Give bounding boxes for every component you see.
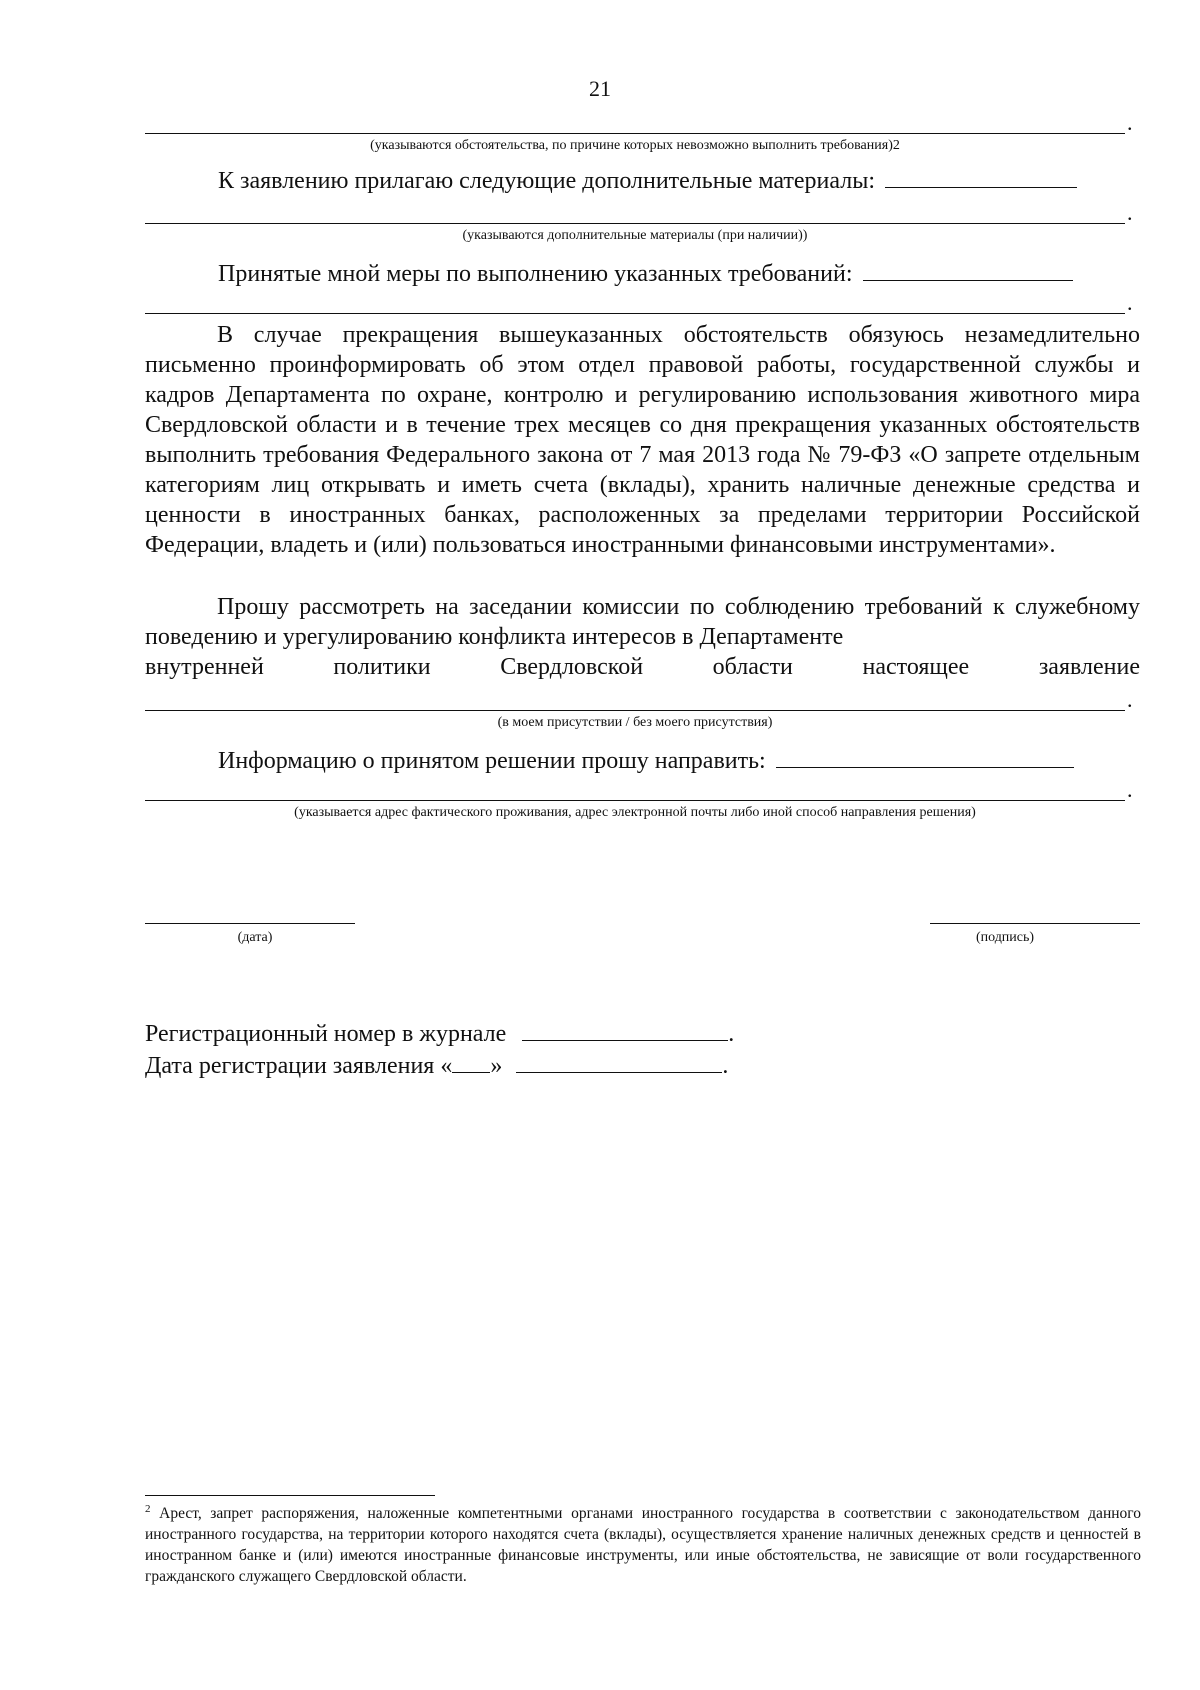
footnote-separator bbox=[145, 1495, 435, 1496]
registration-date-label: Дата регистрации заявления « bbox=[145, 1053, 453, 1079]
attach-materials-field[interactable] bbox=[885, 165, 1077, 188]
obligation-text: В случае прекращения вышеуказанных обстоятельств обязуюсь незамедлительно письменно проинформировать об этом отдел правовой работы, государственной службы и кадров Департамента по охране, контролю и регулированию использования животного мира Свердловской области и в течение трех месяцев со дня прекращения указанных обстоятельств выполнить требования Федерального закона от 7 мая 2013 года № 79-ФЗ «О запрете отдельным категориям лиц открывать и иметь счета (вклады), хранить наличные денежные средства и ценности в иностранных банках, расположенных за пределами территории Российской Федерации, владеть и (или) пользоваться иностранными финансовыми инструментами». bbox=[145, 322, 1140, 558]
decision-info-field[interactable] bbox=[776, 745, 1074, 768]
address-caption: (указывается адрес фактического проживания, адрес электронной почты либо иной способ направления решения) bbox=[294, 805, 976, 820]
request-word: настоящее bbox=[862, 654, 970, 680]
measures-row bbox=[218, 258, 1073, 289]
measures-field-line[interactable] bbox=[145, 313, 1125, 314]
materials-field-line[interactable] bbox=[145, 223, 1125, 224]
presence-period: . bbox=[1127, 687, 1133, 712]
request-word: политики bbox=[333, 654, 431, 680]
registration-month-year-field[interactable] bbox=[516, 1050, 722, 1073]
request-text: Прошу рассмотреть на заседании комиссии по соблюдению требований к служебному поведению и урегулированию конфликта интересов в Департаменте bbox=[145, 594, 1140, 650]
request-word: заявление bbox=[1038, 654, 1140, 680]
footnote bbox=[145, 1503, 1141, 1587]
date-caption: (дата) bbox=[237, 930, 273, 945]
registration-number-period: . bbox=[728, 1021, 735, 1047]
request-word: области bbox=[712, 654, 793, 680]
address-field-line[interactable] bbox=[145, 800, 1125, 801]
footnote-marker: 2 bbox=[145, 1502, 151, 1515]
measures-field[interactable] bbox=[863, 258, 1073, 281]
circumstances-field-line[interactable] bbox=[145, 133, 1125, 134]
attach-materials-label: К заявлению прилагаю следующие дополнительные материалы: bbox=[218, 168, 876, 194]
request-word: Свердловской bbox=[500, 654, 644, 680]
obligation-paragraph bbox=[145, 320, 1140, 560]
date-field-line[interactable] bbox=[145, 923, 355, 924]
registration-date-period: . bbox=[722, 1053, 729, 1079]
materials-period: . bbox=[1127, 200, 1133, 225]
address-period: . bbox=[1127, 777, 1133, 802]
registration-date-row bbox=[145, 1050, 728, 1082]
measures-period: . bbox=[1127, 290, 1133, 315]
footnote-text: Арест, запрет распоряжения, наложенные компетентными органами иностранного государства в соответствии с законодательством данного иностранного государства, на территории которого находятся счета (вклады), осуществляется хранение наличных денежных средств и ценностей в иностранном банке и (или) имеются иностранные финансовые инструменты, или иные обстоятельства, не зависящие от воли государственного гражданского служащего Свердловской области. bbox=[145, 1505, 1142, 1585]
signature-caption: (подпись) bbox=[975, 930, 1035, 945]
registration-day-field[interactable] bbox=[452, 1050, 490, 1073]
registration-date-close: » bbox=[490, 1053, 503, 1079]
registration-number-row bbox=[145, 1018, 734, 1050]
presence-field-line[interactable] bbox=[145, 710, 1125, 711]
page-number: 21 bbox=[589, 76, 611, 101]
measures-label: Принятые мной меры по выполнению указанных требований: bbox=[218, 261, 853, 287]
circumstances-period: . bbox=[1127, 110, 1133, 135]
circumstances-caption: (указываются обстоятельства, по причине которых невозможно выполнить требования)2 bbox=[370, 138, 900, 153]
request-paragraph bbox=[145, 592, 1140, 682]
materials-caption: (указываются дополнительные материалы (при наличии)) bbox=[462, 228, 808, 243]
request-word: внутренней bbox=[145, 654, 264, 680]
decision-info-row bbox=[218, 745, 1074, 776]
registration-number-field[interactable] bbox=[522, 1018, 728, 1041]
decision-info-label: Информацию о принятом решении прошу направить: bbox=[218, 748, 766, 774]
attach-materials-row bbox=[218, 165, 1077, 196]
presence-caption: (в моем присутствии / без моего присутствия) bbox=[497, 715, 773, 730]
registration-number-label: Регистрационный номер в журнале bbox=[145, 1021, 507, 1047]
signature-field-line[interactable] bbox=[930, 923, 1140, 924]
request-last-line bbox=[145, 652, 1140, 682]
